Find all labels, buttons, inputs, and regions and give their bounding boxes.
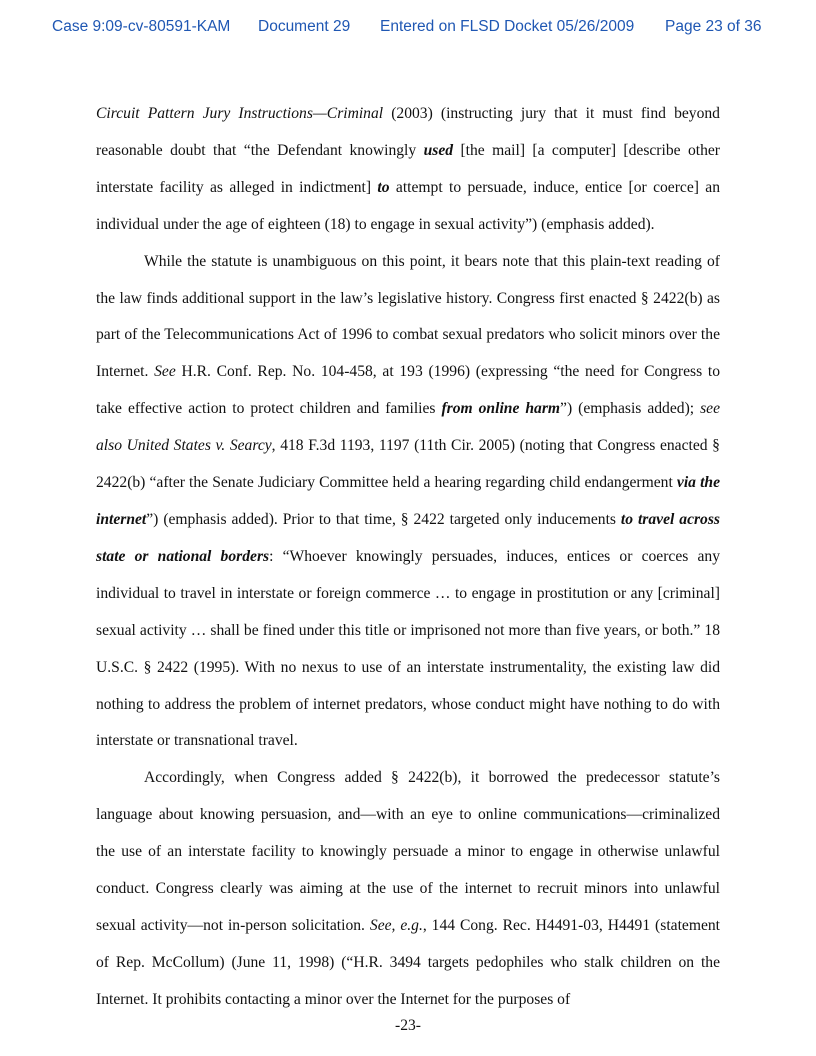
text-run: , 418 F.3d 1193, 1197 (11th Cir. 2005) (noting that Congress enacted § 2422(b) “after the Senate Judiciary Committee held a hearing regarding child endangerment — [96, 437, 720, 492]
text-run: [the mail] [a computer] [describe other interstate facility as alleged in indictment] — [96, 141, 720, 196]
text-run: H.R. Conf. Rep. No. 104-458, at 193 (1996) (expressing “the need for Congress to take effective action to protect children and families — [96, 363, 720, 418]
italic-run: See, e.g. — [369, 916, 423, 934]
document-number: Document 29 — [258, 18, 351, 35]
italic-run: Circuit Pattern Jury Instructions—Criminal — [96, 105, 384, 122]
emphasis-run: from online harm — [441, 400, 561, 418]
text-run: attempt to persuade, induce, entice [or coerce] an individual under the age of eighteen (18) to engage in sexual activity”) (emphasis added). — [96, 178, 720, 233]
italic-run: See — [154, 363, 176, 381]
emphasis-run: to travel across state or national borders — [96, 510, 720, 565]
paragraph — [96, 96, 720, 244]
page-number: -23- — [395, 1017, 421, 1034]
docket-entry-date: Entered on FLSD Docket 05/26/2009 — [380, 18, 635, 35]
emphasis-run: used — [423, 141, 454, 159]
text-run: : “Whoever knowingly persuades, induces, entices or coerces any individual to travel in interstate or foreign commerce … to engage in prostitution or any [criminal] sexual activity … shall be fined under this title or imprisoned not more than five years, or both.” 18 U.S.C. § 2422 (1995). With no nexus to use of an interstate instrumentality, the existing law did nothing to address the problem of internet predators, whose conduct might have nothing to do with interstate or transnational travel. — [96, 547, 720, 750]
paragraph — [96, 244, 720, 761]
text-run: Accordingly, when Congress added § 2422(b), it borrowed the predecessor statute’s language about knowing persuasion, and—with an eye to online communications—criminalized the use of an interstate facility to knowingly persuade a minor to engage in otherwise unlawful conduct. Congress clearly was aiming at the use of the internet to recruit minors into unlawful sexual activity—not in-person solicitation. — [96, 769, 720, 934]
emphasis-run: to — [377, 178, 390, 196]
paragraph — [96, 760, 720, 1018]
text-run: , 144 Cong. Rec. H4491-03, H4491 (statement of Rep. McCollum) (June 11, 1998) (“H.R. 3494 targets pedophiles who stalk children on the Internet. It prohibits contacting a minor over the Internet for the purposes of — [96, 916, 721, 1008]
text-run: ”) (emphasis added). Prior to that time, § 2422 targeted only inducements — [146, 510, 621, 528]
text-run: While the statute is unambiguous on this point, it bears note that this plain-text reading of the law finds additional support in the law’s legislative history. Congress first enacted § 2422(b) as part of the Telecommunications Act of 1996 to combat sexual predators who solicit minors over the Internet. — [96, 252, 720, 381]
text-run: (2003) (instructing jury that it must find beyond reasonable doubt that “the Defendant knowingly — [96, 105, 720, 159]
italic-run: see also United States v. Searcy — [96, 400, 721, 455]
text-run: ”) (emphasis added); — [560, 400, 701, 418]
case-number: Case 9:09-cv-80591-KAM — [52, 18, 231, 35]
docket-header — [0, 18, 816, 38]
emphasis-run: via the internet — [96, 474, 720, 528]
body-text — [96, 96, 720, 1019]
page-of-total: Page 23 of 36 — [665, 18, 762, 35]
